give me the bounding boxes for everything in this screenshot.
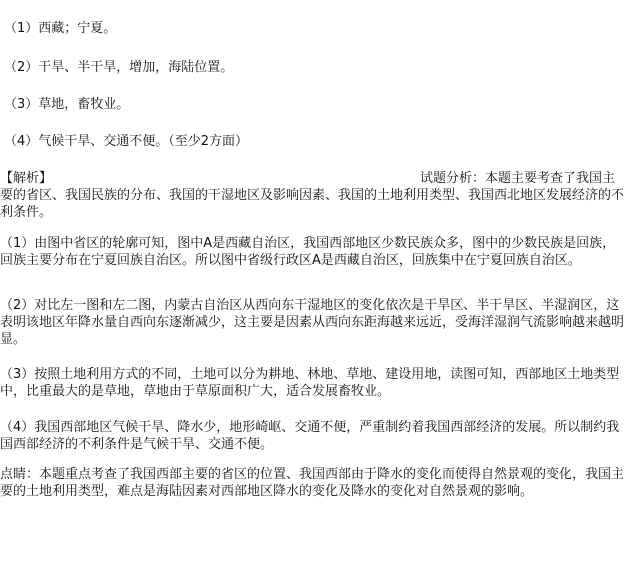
comment-note: 点睛：本题重点考查了我国西部主要的省区的位置、我国西部由于降水的变化而使得自然景观的变化，我国主要的土地利用类型，难点是海陆因素对西部地区降水的变化及降水的变化对自然景观的影响。 <box>0 467 625 499</box>
answer-1: （1）西藏；宁夏。 <box>4 21 117 36</box>
analysis-paragraph-1: （1）由图中省区的轮廓可知，图中A是西藏自治区，我国西部地区少数民族众多，图中的少数民族是回族，回族主要分布在宁夏回族自治区。所以图中省级行政区A是西藏自治区，回族集中在宁夏回族自治区。 <box>0 236 616 268</box>
analysis-paragraph-4: （4）我国西部地区气候干旱、降水少，地形崎岖、交通不便，严重制约着我国西部经济的发展。所以制约我国西部经济的不利条件是气候干旱、交通不便。 <box>0 420 620 452</box>
answer-2: （2）干旱、半干旱，增加，海陆位置。 <box>4 60 234 75</box>
analysis-label: 【解析】 <box>0 171 53 186</box>
answer-3: （3）草地，畜牧业。 <box>4 97 130 112</box>
analysis-paragraph-2: （2）对比左一图和左二图，内蒙古自治区从西向东干湿地区的变化依次是干旱区、半干旱区、半湿润区，这表明该地区年降水量自西向东逐渐减少，这主要是因素从西向东距海越来远近，受海洋湿润气流影响越来越明显。 <box>0 298 625 347</box>
analysis-intro-head: 试题分析：本题主要考查了我国主 <box>420 171 616 186</box>
analysis-intro: 要的省区、我国民族的分布、我国的干湿地区及影响因素、我国的土地利用类型、我国西北地区发展经济的不利条件。 <box>0 188 625 220</box>
answer-4: （4）气候干旱、交通不便。（至少2方面） <box>4 134 249 149</box>
analysis-paragraph-3: （3）按照土地利用方式的不同，土地可以分为耕地、林地、草地、建设用地，读图可知，西部地区土地类型中，比重最大的是草地，草地由于草原面积广大，适合发展畜牧业。 <box>0 367 620 399</box>
